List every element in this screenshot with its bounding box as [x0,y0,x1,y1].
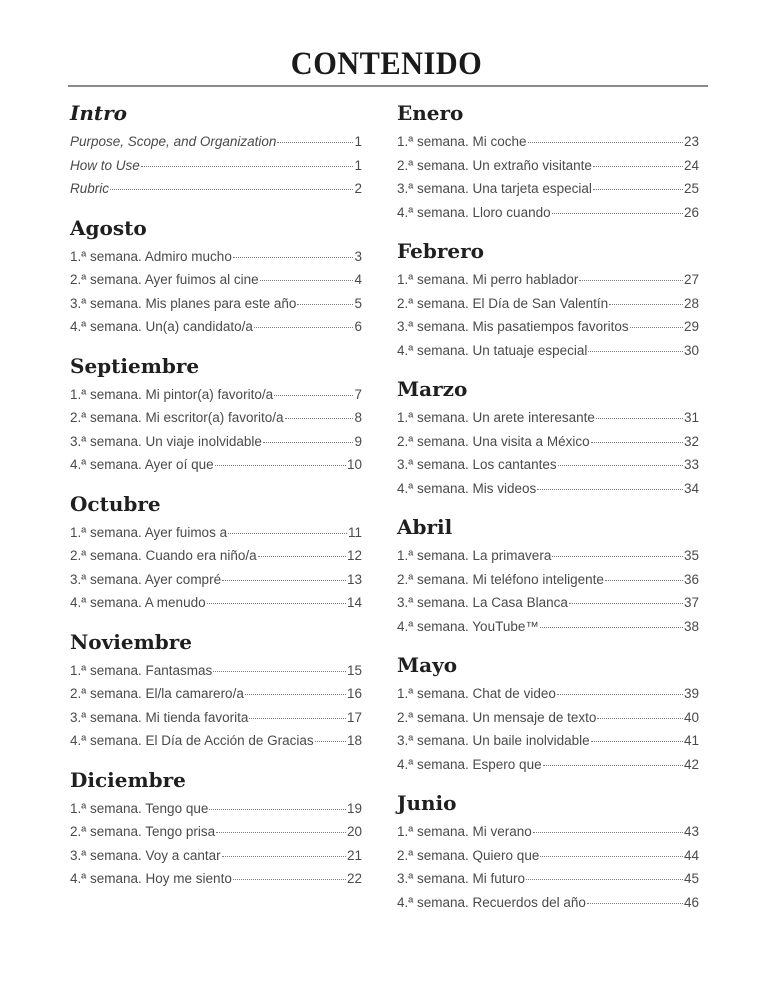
page-number: 33 [683,457,699,472]
toc-entry[interactable] [70,268,362,292]
dot-leader [260,280,354,281]
entry-title: 2.ª semana. Un extraño visitante [397,157,592,173]
section-heading: Mayo [397,653,458,677]
toc-entry[interactable] [397,292,699,316]
toc-entry[interactable] [70,844,362,868]
page-number: 3 [354,248,362,264]
toc-entry[interactable] [70,453,362,477]
page-number: 5 [354,295,362,311]
page-number: 41 [683,733,699,748]
section-heading: Noviembre [70,629,192,654]
toc-entry[interactable] [70,245,362,269]
toc-section [397,652,699,776]
dot-leader [233,257,354,258]
section-heading: Octubre [70,491,161,516]
entry-title: 2.ª semana. Mi teléfono inteligente [397,571,604,587]
dot-leader [540,627,683,628]
page-number: 6 [354,319,362,334]
toc-section [70,215,362,339]
toc-entry[interactable] [70,682,362,706]
entry-title: 2.ª semana. El Día de San Valentín [397,295,609,311]
toc-entry[interactable] [70,383,362,407]
page-number: 14 [346,595,362,610]
entry-title: 1.ª semana. Mi pintor(a) favorito/a [70,386,274,402]
toc-entry[interactable] [70,130,362,154]
page-number: 43 [683,824,699,839]
dot-leader [569,603,683,604]
toc-entry[interactable] [70,315,362,339]
toc-entry[interactable] [70,568,362,592]
dot-leader [528,142,683,143]
entry-title: 4.ª semana. Un(a) candidato/a [70,319,253,334]
dot-leader [222,580,346,581]
page-number: 35 [683,548,699,563]
page-number: 10 [346,457,362,472]
dot-leader [533,832,683,833]
entry-title: 1.ª semana. Mi verano [397,824,532,839]
section-heading: Septiembre [70,353,200,378]
entry-title: 4.ª semana. Recuerdos del año [397,894,586,910]
toc-entry[interactable] [70,659,362,683]
toc-entry[interactable] [397,130,699,154]
toc-entry[interactable] [397,544,699,568]
toc-entry[interactable] [70,820,362,844]
entry-title: 4.ª semana. Ayer oí que [70,457,214,472]
section-heading: Febrero [397,239,484,263]
entry-title: 3.ª semana. La Casa Blanca [397,595,568,610]
page-title: CONTENIDO [290,46,483,82]
toc-section [397,238,699,362]
title-divider [68,85,708,87]
toc-entry[interactable] [70,154,362,178]
toc-column-right [397,100,699,928]
toc-entry[interactable] [397,339,699,363]
page-number: 37 [683,595,699,610]
entry-title: 1.ª semana. Ayer fuimos a [70,524,228,540]
entry-title: 4.ª semana. Un tatuaje especial [397,342,588,358]
page-number: 12 [346,548,362,563]
page-number: 11 [347,524,362,540]
entry-title: 1.ª semana. Fantasmas [70,662,213,678]
dot-leader [215,465,346,466]
dot-leader [141,166,354,167]
section-heading: Diciembre [70,767,186,792]
entry-title: 2.ª semana. El/la camarero/a [70,686,244,701]
entry-title: 3.ª semana. Un viaje inolvidable [70,433,262,449]
toc-entry[interactable] [397,753,699,777]
page-number: 25 [683,181,699,196]
entry-title: 3.ª semana. Voy a cantar [70,847,221,863]
entry-title: 4.ª semana. A menudo [70,595,206,610]
toc-entry[interactable] [397,891,699,915]
toc-section [397,376,699,500]
page-number: 17 [346,709,362,725]
entry-title: 3.ª semana. Una tarjeta especial [397,181,592,196]
page-number: 19 [346,800,362,816]
toc-entry[interactable] [397,615,699,639]
page-number: 4 [354,272,362,287]
entry-title: Rubric [70,181,110,196]
page-number: 28 [683,295,699,311]
section-heading: Enero [397,101,464,125]
page-number: 42 [683,756,699,772]
entry-title: 4.ª semana. YouTube™ [397,618,539,634]
entry-title: 3.ª semana. Mi futuro [397,871,526,886]
toc-entry[interactable] [397,154,699,178]
dot-leader [593,189,683,190]
toc-entry[interactable] [70,797,362,821]
dot-leader [207,603,346,604]
toc-entry[interactable] [397,201,699,225]
page-number: 32 [683,433,699,449]
toc-entry[interactable] [397,177,699,201]
dot-leader [297,304,353,305]
entry-title: 2.ª semana. Una visita a México [397,433,590,449]
entry-title: 4.ª semana. Espero que [397,756,542,772]
toc-section [397,790,699,914]
dot-leader [591,741,683,742]
toc-entry[interactable] [397,682,699,706]
page-number: 7 [354,386,362,402]
toc-entry[interactable] [397,453,699,477]
page-number: 36 [683,571,699,587]
dot-leader [543,765,683,766]
page-number: 27 [683,272,699,287]
entry-title: 4.ª semana. Hoy me siento [70,871,232,886]
toc-section [70,100,362,201]
dot-leader [258,556,346,557]
toc-section [70,767,362,891]
page-number: 26 [683,204,699,220]
dot-leader [110,189,353,190]
toc-entry[interactable] [70,591,362,615]
dot-leader [537,489,683,490]
dot-leader [579,280,683,281]
page-number: 23 [683,134,699,149]
dot-leader [597,718,683,719]
dot-leader [588,351,683,352]
entry-title: 2.ª semana. Cuando era niño/a [70,548,257,563]
page-number: 15 [346,662,362,678]
dot-leader [249,718,346,719]
entry-title: 1.ª semana. Un arete interesante [397,410,595,425]
entry-title: 1.ª semana. Admiro mucho [70,248,232,264]
dot-leader [591,442,683,443]
entry-title: 1.ª semana. Mi coche [397,134,527,149]
entry-title: 3.ª semana. Mis planes para este año [70,295,297,311]
toc-entry[interactable] [397,706,699,730]
page-number: 34 [683,480,699,496]
dot-leader [558,465,683,466]
toc-entry[interactable] [397,406,699,430]
page-number: 44 [683,847,699,863]
section-heading: Marzo [397,377,468,401]
toc-entry[interactable] [397,477,699,501]
entry-title: 3.ª semana. Un baile inolvidable [397,733,590,748]
entry-title: 4.ª semana. Mis videos [397,480,537,496]
entry-title: 2.ª semana. Un mensaje de texto [397,709,597,725]
toc-entry[interactable] [70,706,362,730]
entry-title: 3.ª semana. Ayer compré [70,571,222,587]
entry-title: 1.ª semana. Mi perro hablador [397,272,579,287]
dot-leader [587,903,683,904]
page-number: 13 [346,571,362,587]
page-number: 9 [354,433,362,449]
toc-section [70,353,362,477]
entry-title: 3.ª semana. Mis pasatiempos favoritos [397,319,629,334]
dot-leader [277,142,353,143]
page-number: 16 [346,686,362,701]
toc-entry[interactable] [70,292,362,316]
toc-entry[interactable] [397,820,699,844]
page-number: 8 [354,410,362,425]
dot-leader [605,580,683,581]
dot-leader [245,694,346,695]
entry-title: 2.ª semana. Tengo prisa [70,824,216,839]
toc-entry[interactable] [397,315,699,339]
dot-leader [233,879,346,880]
entry-title: 1.ª semana. Tengo que [70,800,209,816]
toc-entry[interactable] [397,729,699,753]
section-heading: Junio [397,791,457,815]
toc-section [70,491,362,615]
dot-leader [630,327,683,328]
dot-leader [596,418,683,419]
dot-leader [213,671,346,672]
section-heading: Abril [397,515,453,539]
toc-entry[interactable] [70,521,362,545]
toc-entry[interactable] [397,430,699,454]
toc-entry[interactable] [397,844,699,868]
dot-leader [540,856,683,857]
page-number: 24 [683,157,699,173]
toc-entry[interactable] [70,430,362,454]
page-number: 39 [683,686,699,701]
toc-section [397,100,699,224]
page-number: 31 [683,410,699,425]
toc-entry[interactable] [70,544,362,568]
page-number: 38 [683,618,699,634]
dot-leader [285,418,354,419]
section-heading: Intro [70,101,128,125]
dot-leader [552,213,683,214]
entry-title: 1.ª semana. Chat de video [397,686,556,701]
toc-entry[interactable] [397,591,699,615]
entry-title: How to Use [70,157,140,173]
page-number: 2 [354,181,362,196]
toc-entry[interactable] [70,406,362,430]
dot-leader [552,556,683,557]
page-number: 20 [346,824,362,839]
toc-entry[interactable] [397,867,699,891]
entry-title: 1.ª semana. La primavera [397,548,552,563]
dot-leader [315,741,346,742]
page-number: 45 [683,871,699,886]
toc-entry[interactable] [397,268,699,292]
entry-title: Purpose, Scope, and Organization [70,134,277,149]
dot-leader [222,856,346,857]
page-number: 1 [354,134,362,149]
entry-title: 2.ª semana. Mi escritor(a) favorito/a [70,410,284,425]
toc-entry[interactable] [70,177,362,201]
toc-entry[interactable] [70,729,362,753]
toc-entry[interactable] [70,867,362,891]
dot-leader [526,879,683,880]
dot-leader [274,395,353,396]
dot-leader [609,304,683,305]
page-number: 29 [683,319,699,334]
dot-leader [557,694,683,695]
toc-column-left [70,100,362,905]
page-number: 1 [354,157,362,173]
entry-title: 4.ª semana. Lloro cuando [397,204,551,220]
dot-leader [228,533,347,534]
entry-title: 4.ª semana. El Día de Acción de Gracias [70,733,314,748]
page-number: 22 [346,871,362,886]
page-number: 18 [346,733,362,748]
entry-title: 2.ª semana. Ayer fuimos al cine [70,272,259,287]
dot-leader [254,327,354,328]
page-number: 30 [683,342,699,358]
dot-leader [209,809,346,810]
page-number: 21 [346,847,362,863]
section-heading: Agosto [70,215,147,240]
dot-leader [593,166,683,167]
entry-title: 3.ª semana. Los cantantes [397,457,557,472]
page-number: 46 [683,894,699,910]
page-number: 40 [683,709,699,725]
toc-section [70,629,362,753]
entry-title: 3.ª semana. Mi tienda favorita [70,709,249,725]
dot-leader [263,442,354,443]
toc-section [397,514,699,638]
entry-title: 2.ª semana. Quiero que [397,847,540,863]
toc-entry[interactable] [397,568,699,592]
dot-leader [216,832,346,833]
